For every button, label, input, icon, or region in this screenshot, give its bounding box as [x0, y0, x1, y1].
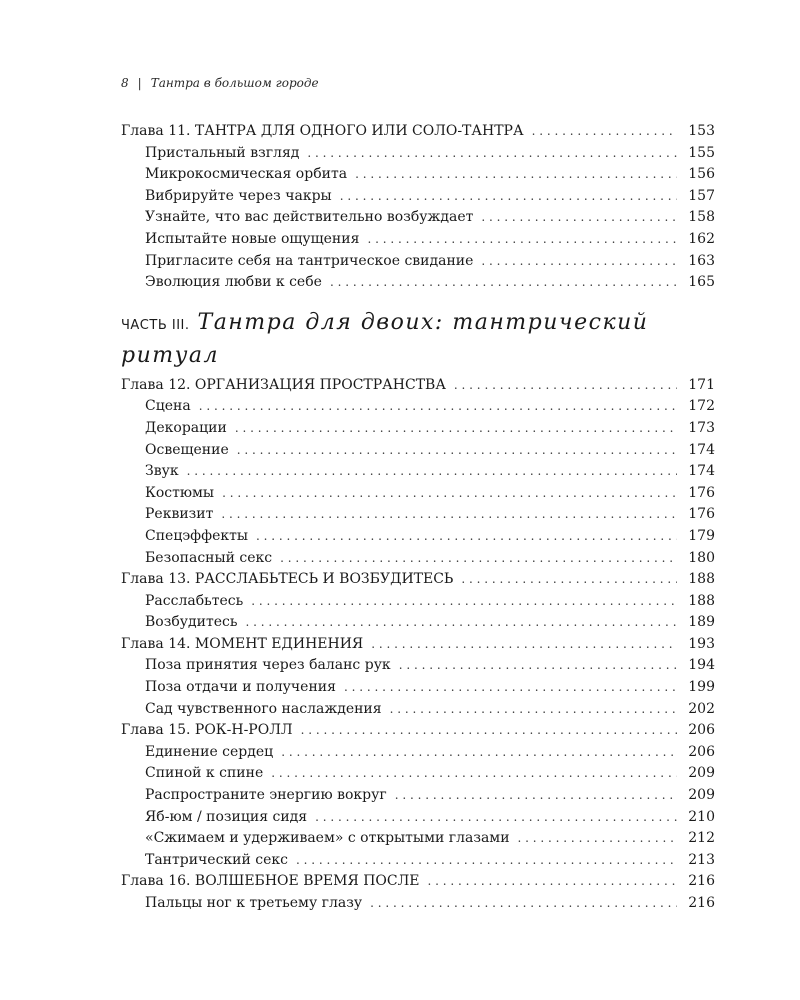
- dot-leader: [221, 504, 677, 526]
- entry-page: 206: [688, 743, 715, 760]
- entry-page: 209: [688, 787, 715, 804]
- entry-title: Пригласите себя на тантрическое свидание: [145, 252, 474, 269]
- entry-page: 194: [688, 657, 715, 674]
- entry-page: 157: [688, 187, 715, 204]
- entry-page: 212: [688, 830, 715, 847]
- entry-title: Декорации: [145, 419, 227, 436]
- entry-title: Яб-юм / позиция сидя: [145, 808, 308, 825]
- dot-leader: [461, 569, 677, 591]
- entry-title: Безопасный секс: [145, 549, 273, 566]
- toc-chapter-12: [121, 375, 715, 397]
- entry-title: Сцена: [145, 398, 191, 415]
- toc-entry: [121, 440, 715, 462]
- dot-leader: [428, 871, 677, 893]
- toc-entry: [121, 655, 715, 677]
- entry-title: Единение сердец: [145, 743, 274, 760]
- entry-title: Возбудитесь: [145, 614, 238, 631]
- chapter-title: Глава 13. РАССЛАБЬТЕСЬ И ВОЗБУДИТЕСЬ: [121, 571, 454, 588]
- dot-leader: [199, 396, 677, 418]
- toc-entry: [121, 396, 715, 418]
- entry-page: 173: [688, 419, 715, 436]
- dot-leader: [222, 483, 677, 505]
- dot-leader: [256, 526, 677, 548]
- entry-title: Тантрический секс: [145, 851, 289, 868]
- entry-title: Реквизит: [145, 506, 214, 523]
- entry-title: Звук: [145, 463, 179, 480]
- entry-page: 189: [688, 614, 715, 631]
- entry-title: Расслабьтесь: [145, 592, 244, 609]
- toc-entry: [121, 229, 715, 251]
- toc-entry: [121, 272, 715, 294]
- toc-chapter-11: [121, 121, 715, 143]
- chapter-title: Глава 14. МОМЕНТ ЕДИНЕНИЯ: [121, 635, 364, 652]
- dot-leader: [518, 828, 677, 850]
- entry-page: 180: [688, 549, 715, 566]
- toc-entry: [121, 612, 715, 634]
- entry-page: 162: [688, 230, 715, 247]
- part-label: ЧАСТЬ III.: [121, 317, 190, 333]
- dot-leader: [395, 785, 677, 807]
- entry-page: 174: [688, 463, 715, 480]
- toc-entry: [121, 699, 715, 721]
- toc-chapter-15: [121, 720, 715, 742]
- chapter-page: 171: [688, 376, 715, 393]
- entry-title: Пристальный взгляд: [145, 144, 300, 161]
- toc-entry: [121, 763, 715, 785]
- part-heading: [121, 308, 715, 373]
- dot-leader: [344, 677, 677, 699]
- running-head: [121, 76, 319, 90]
- toc-entry: [121, 591, 715, 613]
- entry-page: 172: [688, 398, 715, 415]
- entry-page: 176: [688, 484, 715, 501]
- chapter-title: Глава 16. ВОЛШЕБНОЕ ВРЕМЯ ПОСЛЕ: [121, 873, 420, 890]
- entry-title: Пальцы ног к третьему глазу: [145, 895, 363, 911]
- entry-page: 174: [688, 441, 715, 458]
- dot-leader: [301, 720, 677, 742]
- chapter-page: 206: [688, 722, 715, 739]
- entry-page: 158: [688, 209, 715, 226]
- entry-title: Поза отдачи и получения: [145, 679, 336, 696]
- book-title: Тантра в большом городе: [150, 76, 319, 90]
- entry-title: Освещение: [145, 441, 229, 458]
- dot-leader: [330, 272, 677, 294]
- dot-leader: [251, 591, 677, 613]
- entry-page: 176: [688, 506, 715, 523]
- toc-entry: [121, 742, 715, 764]
- chapter-title: Глава 12. ОРГАНИЗАЦИЯ ПРОСТРАНСТВА: [121, 376, 446, 393]
- dot-leader: [307, 143, 677, 165]
- dot-leader: [237, 440, 677, 462]
- toc-entry: [121, 186, 715, 208]
- toc-entry: [121, 677, 715, 699]
- chapter-title: Глава 15. РОК-Н-РОЛЛ: [121, 722, 293, 739]
- entry-page: 209: [688, 765, 715, 782]
- dot-leader: [481, 207, 677, 229]
- entry-page: 213: [688, 851, 715, 868]
- entry-title: Костюмы: [145, 484, 215, 501]
- entry-title: Спецэффекты: [145, 527, 249, 544]
- entry-page: 210: [688, 808, 715, 825]
- toc-entry: [121, 850, 715, 872]
- dot-leader: [454, 375, 677, 397]
- toc-entry: [121, 461, 715, 483]
- entry-page: 156: [688, 166, 715, 183]
- entry-title: Узнайте, что вас действительно возбуждает: [145, 209, 474, 226]
- toc-chapter-13: [121, 569, 715, 591]
- dot-leader: [367, 229, 677, 251]
- chapter-page: 188: [688, 571, 715, 588]
- dot-leader: [399, 655, 677, 677]
- entry-page: 179: [688, 527, 715, 544]
- entry-title: Спиной к спине: [145, 765, 264, 782]
- entry-title: Микрокосмическая орбита: [145, 166, 348, 183]
- dot-leader: [281, 742, 677, 764]
- entry-page: 202: [688, 700, 715, 717]
- dot-leader: [271, 763, 677, 785]
- toc-entry: [121, 807, 715, 829]
- entry-title: Испытайте новые ощущения: [145, 230, 360, 247]
- entry-page: 155: [688, 144, 715, 161]
- entry-page: 163: [688, 252, 715, 269]
- entry-title: Поза принятия через баланс рук: [145, 657, 391, 674]
- toc-entry: [121, 207, 715, 229]
- toc-entry: [121, 143, 715, 165]
- toc-entry: [121, 483, 715, 505]
- entry-title: Вибрируйте через чакры: [145, 187, 332, 204]
- chapter-page: 153: [688, 123, 715, 139]
- entry-title: Эволюция любви к себе: [145, 274, 322, 291]
- dot-leader: [315, 807, 677, 829]
- dot-leader: [481, 251, 677, 273]
- page-number: 8: [121, 76, 129, 90]
- toc-entry: [121, 526, 715, 548]
- entry-page: 188: [688, 592, 715, 609]
- dot-leader: [245, 612, 677, 634]
- toc-entry: [121, 418, 715, 440]
- dot-leader: [371, 634, 677, 656]
- dot-leader: [532, 121, 677, 143]
- toc-entry: [121, 164, 715, 186]
- dot-leader: [370, 893, 677, 915]
- toc-entry: [121, 504, 715, 526]
- dot-leader: [235, 418, 677, 440]
- entry-title: «Сжимаем и удерживаем» с открытыми глазами: [145, 830, 510, 847]
- entry-page: 199: [688, 679, 715, 696]
- toc-entry: [121, 548, 715, 570]
- toc-entry: [121, 893, 715, 915]
- chapter-title: Глава 11. ТАНТРА ДЛЯ ОДНОГО ИЛИ СОЛО-ТАНТРА: [121, 123, 524, 139]
- table-of-contents: [121, 121, 715, 915]
- toc-entry: [121, 251, 715, 273]
- dot-leader: [187, 461, 677, 483]
- chapter-page: 193: [688, 635, 715, 652]
- chapter-page: 216: [688, 873, 715, 890]
- dot-leader: [390, 699, 677, 721]
- toc-chapter-14: [121, 634, 715, 656]
- entry-title: Распространите энергию вокруг: [145, 787, 387, 804]
- toc-entry: [121, 828, 715, 850]
- entry-page: 165: [688, 274, 715, 291]
- entry-page: 216: [688, 895, 715, 911]
- dot-leader: [280, 548, 677, 570]
- entry-title: Сад чувственного наслаждения: [145, 700, 382, 717]
- dot-leader: [296, 850, 677, 872]
- toc-entry: [121, 785, 715, 807]
- part-title: Тантра для двоих: тантрический ритуал: [121, 309, 649, 368]
- toc-chapter-16: [121, 871, 715, 893]
- running-head-separator: |: [137, 76, 142, 90]
- dot-leader: [340, 186, 677, 208]
- dot-leader: [355, 164, 677, 186]
